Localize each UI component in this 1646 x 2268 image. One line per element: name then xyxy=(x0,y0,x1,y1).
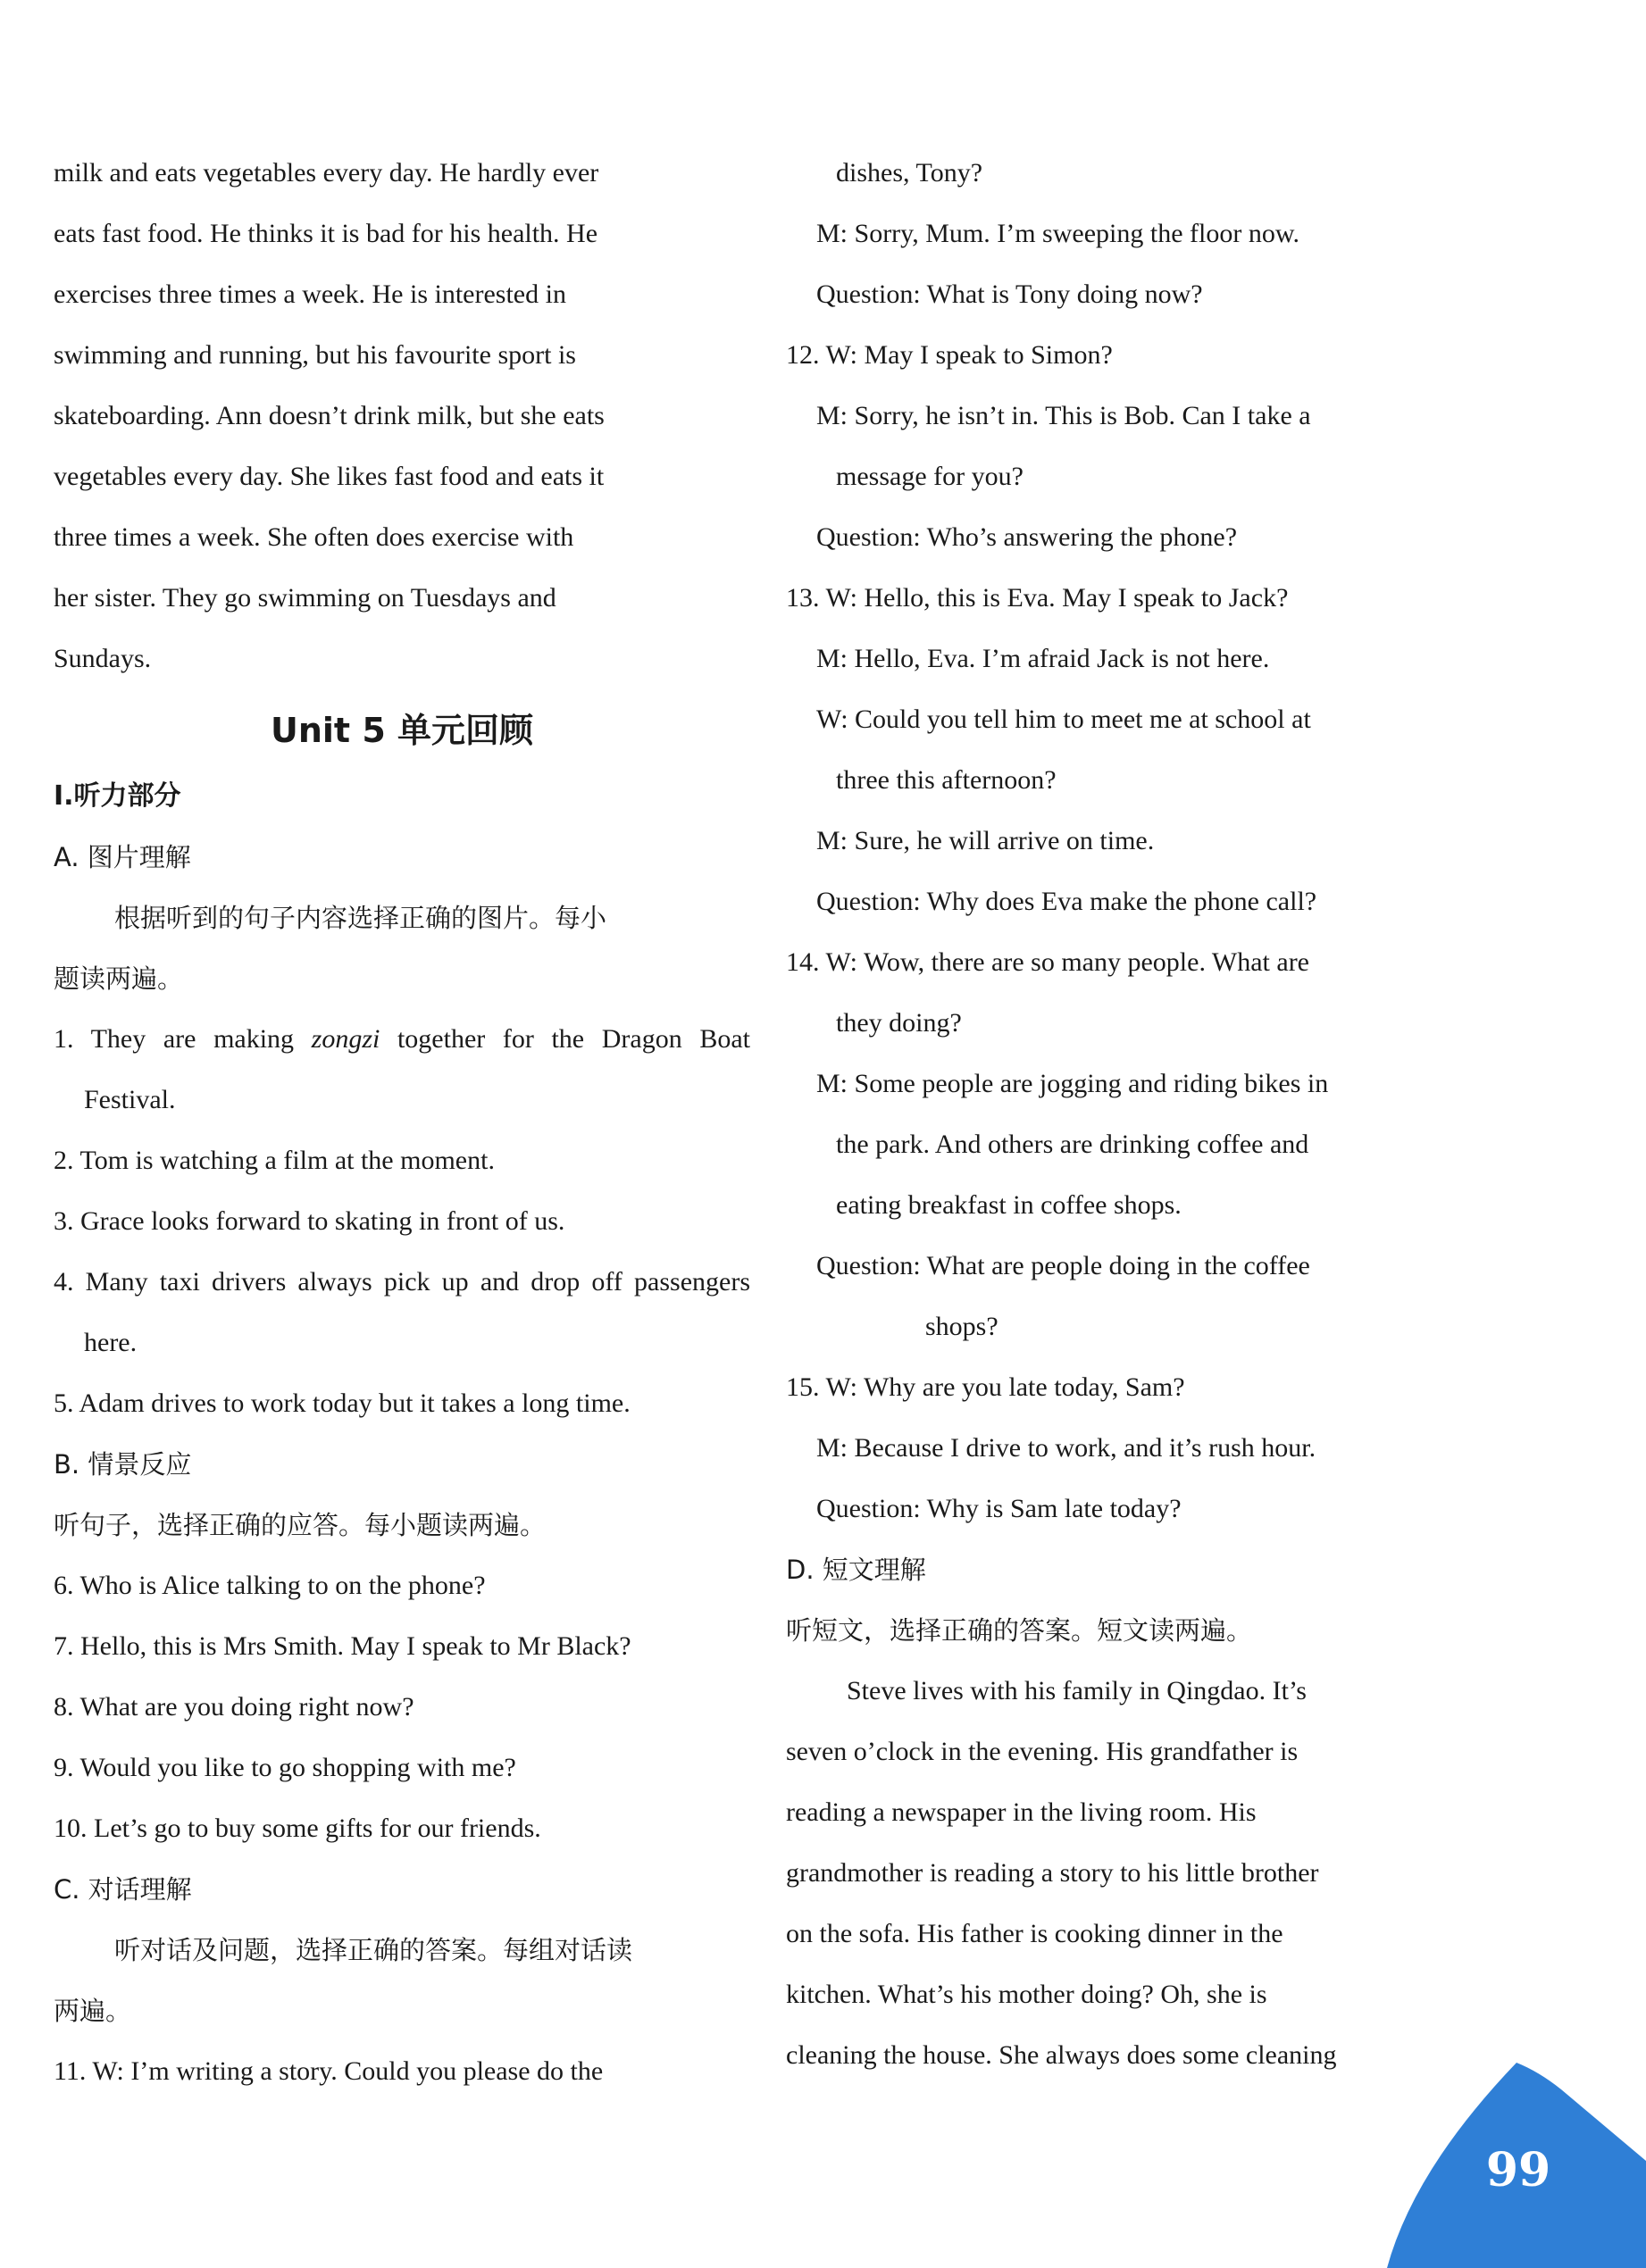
question-number: 1. xyxy=(54,1024,74,1054)
dialogue-line: W: Could you tell him to meet me at school at xyxy=(816,705,1311,734)
part-title: Ⅰ.听力部分 xyxy=(54,780,181,812)
section-a-title: A. 图片理解 xyxy=(54,842,191,872)
dialogue-line: M: Hello, Eva. I’m afraid Jack is not here. xyxy=(816,644,1270,673)
question-item: 10. Let’s go to buy some gifts for our friends. xyxy=(54,1814,541,1843)
dialogue-line: 13. W: Hello, this is Eva. May I speak to Jack? xyxy=(786,583,1289,613)
passage xyxy=(786,1661,1491,2086)
text-line: three times a week. She often does exercise with xyxy=(54,522,574,552)
text-line: reading a newspaper in the living room. His xyxy=(786,1797,1257,1827)
question-number: 2. xyxy=(54,1146,74,1175)
right-column xyxy=(786,143,1491,2086)
text-line: swimming and running, but his favourite sport is xyxy=(54,340,576,370)
question-text: Grace looks forward to skating in front of us. xyxy=(80,1206,565,1236)
dialogue-11-continued xyxy=(786,143,1491,325)
dialogue-line: message for you? xyxy=(836,462,1024,491)
dialogue-line: M: Because I drive to work, and it’s rush hour. xyxy=(816,1433,1316,1463)
text-line: on the sofa. His father is cooking dinner in the xyxy=(786,1919,1283,1948)
text-line: milk and eats vegetables every day. He hardly ever xyxy=(54,158,599,188)
section-d-instruction: 听短文，选择正确的答案。短文读两遍。 xyxy=(786,1615,1253,1646)
dialogue-line: M: Some people are jogging and riding bikes in xyxy=(816,1069,1329,1098)
text-line: Steve lives with his family in Qingdao. It’s xyxy=(847,1676,1307,1705)
section-a-instruction: 根据听到的句子内容选择正确的图片。每小 xyxy=(114,903,607,933)
section-c-instruction: 听对话及问题，选择正确的答案。每组对话读 xyxy=(114,1935,633,1965)
dialogue-line: 15. W: Why are you late today, Sam? xyxy=(786,1372,1185,1402)
dialogue-question: Question: Who’s answering the phone? xyxy=(816,522,1238,552)
question-text: together for the Dragon Boat Festival. xyxy=(84,1024,750,1114)
dialogue-line: dishes, Tony? xyxy=(836,158,983,188)
dialogue-line: three this afternoon? xyxy=(836,765,1057,795)
dialogue-line: M: Sorry, he isn’t in. This is Bob. Can I take a xyxy=(816,401,1311,430)
question-number: 4. xyxy=(54,1267,74,1297)
dialogue-line: eating breakfast in coffee shops. xyxy=(836,1190,1182,1220)
question-item: 6. Who is Alice talking to on the phone? xyxy=(54,1571,486,1600)
question-item xyxy=(54,1373,750,1434)
question-number: 5. xyxy=(54,1388,74,1418)
italic-term: zongzi xyxy=(311,1024,380,1054)
question-number: 3. xyxy=(54,1206,74,1236)
dialogue-question: Question: Why is Sam late today? xyxy=(816,1494,1182,1523)
question-item xyxy=(54,1252,750,1373)
section-b-title: B. 情景反应 xyxy=(54,1449,192,1480)
question-text: Tom is watching a film at the moment. xyxy=(79,1146,495,1175)
page-number: 99 xyxy=(1485,2143,1551,2197)
intro-paragraph xyxy=(54,143,750,689)
dialogue-13 xyxy=(786,568,1491,932)
section-a-instruction-cont: 题读两遍。 xyxy=(54,963,184,994)
text-line: vegetables every day. She likes fast food and eats it xyxy=(54,462,605,491)
question-text: They are making xyxy=(90,1024,312,1054)
dialogue-question: Question: Why does Eva make the phone call? xyxy=(816,887,1317,916)
section-b-instruction: 听句子，选择正确的应答。每小题读两遍。 xyxy=(54,1510,547,1540)
dialogue-question: Question: What are people doing in the coffee xyxy=(816,1251,1310,1280)
dialogue-line: 12. W: May I speak to Simon? xyxy=(786,340,1113,370)
dialogue-12 xyxy=(786,325,1491,568)
section-c-title: C. 对话理解 xyxy=(54,1874,192,1905)
dialogue-14 xyxy=(786,932,1491,1357)
text-line: grandmother is reading a story to his little brother xyxy=(786,1858,1319,1888)
left-column xyxy=(54,143,750,2102)
section-c-instruction-cont: 两遍。 xyxy=(54,1996,132,2026)
text-line: kitchen. What’s his mother doing? Oh, she is xyxy=(786,1980,1267,2009)
text-line: Sundays. xyxy=(54,644,152,673)
question-item: 8. What are you doing right now? xyxy=(54,1692,414,1722)
dialogue-question-cont: shops? xyxy=(925,1312,998,1341)
text-line: seven o’clock in the evening. His grandfather is xyxy=(786,1737,1299,1766)
unit-title: Unit 5 单元回顾 xyxy=(271,711,533,750)
dialogue-line: 14. W: Wow, there are so many people. What are xyxy=(786,947,1309,977)
text-line: eats fast food. He thinks it is bad for his health. He xyxy=(54,219,598,248)
dialogue-line: they doing? xyxy=(836,1008,962,1038)
section-d-title: D. 短文理解 xyxy=(786,1555,926,1585)
text-line: skateboarding. Ann doesn’t drink milk, but she eats xyxy=(54,401,605,430)
question-item: 7. Hello, this is Mrs Smith. May I speak to Mr Black? xyxy=(54,1631,631,1661)
question-item xyxy=(54,1130,750,1191)
question-item xyxy=(54,1191,750,1252)
dialogue-line: M: Sure, he will arrive on time. xyxy=(816,826,1155,855)
dialogue-15 xyxy=(786,1357,1491,1539)
question-item xyxy=(54,1009,750,1130)
text-line: her sister. They go swimming on Tuesdays and xyxy=(54,583,556,613)
dialogue-line: 11. W: I’m writing a story. Could you please do the xyxy=(54,2056,604,2086)
question-text: Adam drives to work today but it takes a long time. xyxy=(79,1388,631,1418)
text-line: exercises three times a week. He is interested in xyxy=(54,279,566,309)
dialogue-question: Question: What is Tony doing now? xyxy=(816,279,1203,309)
dialogue-line: the park. And others are drinking coffee and xyxy=(836,1130,1309,1159)
text-line: cleaning the house. She always does some cleaning xyxy=(786,2040,1337,2070)
dialogue-line: M: Sorry, Mum. I’m sweeping the floor now. xyxy=(816,219,1300,248)
question-text: Many taxi drivers always pick up and drop off passengers here. xyxy=(84,1267,750,1357)
question-item: 9. Would you like to go shopping with me? xyxy=(54,1753,516,1782)
